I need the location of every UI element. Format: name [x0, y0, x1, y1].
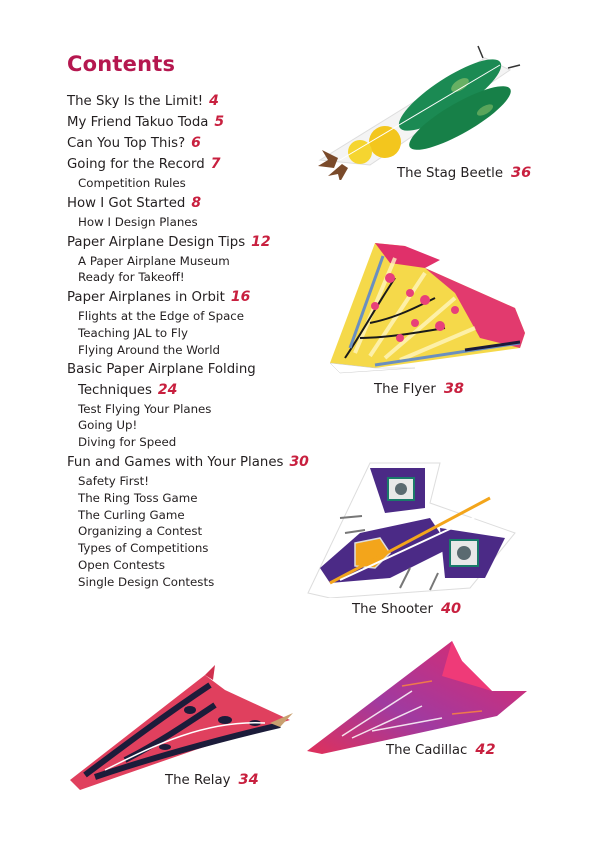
toc-page-number: 7 [210, 156, 221, 172]
toc-subentry[interactable]: Single Design Contests [78, 574, 215, 589]
plane-name: The Flyer [374, 382, 436, 397]
toc-entry[interactable] [67, 112, 307, 133]
flyer-plane-image [315, 238, 540, 378]
toc-entry-label: Going for the Record [67, 157, 205, 172]
plane-page-number: 34 [238, 772, 259, 788]
toc-page-number: 16 [230, 289, 251, 306]
toc-page-number: 8 [191, 194, 202, 211]
toc-entry[interactable] [67, 360, 307, 401]
plane-caption [386, 742, 496, 758]
plane-page-number: 36 [511, 165, 532, 181]
toc-subentry[interactable]: Flying Around the World [78, 342, 221, 357]
toc-page-number: 24 [157, 381, 178, 398]
page-title: Contents [67, 52, 176, 76]
toc-subentry[interactable]: A Paper Airplane Museum [78, 253, 230, 268]
toc-subentry[interactable]: Organizing a Contest [78, 524, 203, 539]
plane-name: The Relay [165, 773, 231, 788]
toc-subentry[interactable]: Diving for Speed [78, 435, 177, 450]
toc-subentry[interactable]: Test Flying Your Planes [78, 401, 212, 416]
toc-subentry[interactable]: How I Design Planes [78, 214, 198, 229]
toc-page-number: 4 [209, 93, 219, 109]
toc-entry[interactable] [67, 193, 307, 214]
toc-entry[interactable] [67, 232, 307, 253]
plane-caption [397, 165, 531, 181]
plane-caption [374, 381, 464, 397]
toc-entry[interactable] [67, 133, 307, 154]
toc-entry-label: Basic Paper Airplane Folding [67, 361, 256, 377]
toc-page-number: 5 [214, 114, 225, 130]
cadillac-plane-image [302, 636, 532, 756]
toc-entry[interactable] [67, 154, 307, 175]
toc-page-number: 12 [251, 233, 271, 250]
toc-entry-label: How I Got Started [67, 195, 186, 211]
toc-subentry[interactable]: Safety First! [78, 473, 150, 488]
plane-page-number: 40 [440, 601, 462, 617]
toc-subentry[interactable]: Ready for Takeoff! [78, 270, 185, 285]
plane-page-number: 42 [475, 742, 496, 758]
plane-name: The Cadillac [386, 743, 468, 758]
toc-subentry[interactable]: Competition Rules [78, 176, 186, 190]
toc-entry-label: Fun and Games with Your Planes [67, 454, 284, 470]
plane-name: The Shooter [352, 602, 433, 617]
toc-page-number: 6 [191, 135, 201, 151]
toc-entry[interactable] [67, 287, 307, 308]
toc-entry-label: Paper Airplanes in Orbit [67, 290, 225, 306]
plane-name: The Stag Beetle [397, 166, 503, 181]
toc-subentry[interactable]: Teaching JAL to Fly [78, 325, 188, 340]
plane-page-number: 38 [443, 381, 465, 397]
toc-entry[interactable] [67, 91, 307, 112]
toc-page-number: 30 [289, 453, 309, 470]
toc-subentry[interactable]: Open Contests [78, 557, 165, 572]
stag-beetle-plane-image [310, 40, 530, 180]
toc-entry-label: The Sky Is the Limit! [67, 94, 204, 109]
toc-entry-label-continued: Techniques [78, 382, 152, 398]
plane-caption [352, 601, 461, 617]
toc-entry-label: Can You Top This? [67, 136, 186, 151]
toc-entry-label: My Friend Takuo Toda [67, 115, 209, 130]
plane-caption [165, 772, 259, 788]
table-of-contents [67, 91, 307, 591]
toc-entry[interactable] [67, 452, 307, 473]
toc-subentry[interactable]: Going Up! [78, 418, 138, 433]
toc-subentry[interactable]: Flights at the Edge of Space [78, 309, 245, 324]
toc-subentry[interactable]: The Ring Toss Game [78, 490, 198, 505]
toc-entry-label: Paper Airplane Design Tips [67, 234, 246, 250]
shooter-plane-image [300, 458, 530, 598]
toc-subentry[interactable]: Types of Competitions [78, 541, 209, 556]
toc-subentry[interactable]: The Curling Game [78, 507, 185, 522]
